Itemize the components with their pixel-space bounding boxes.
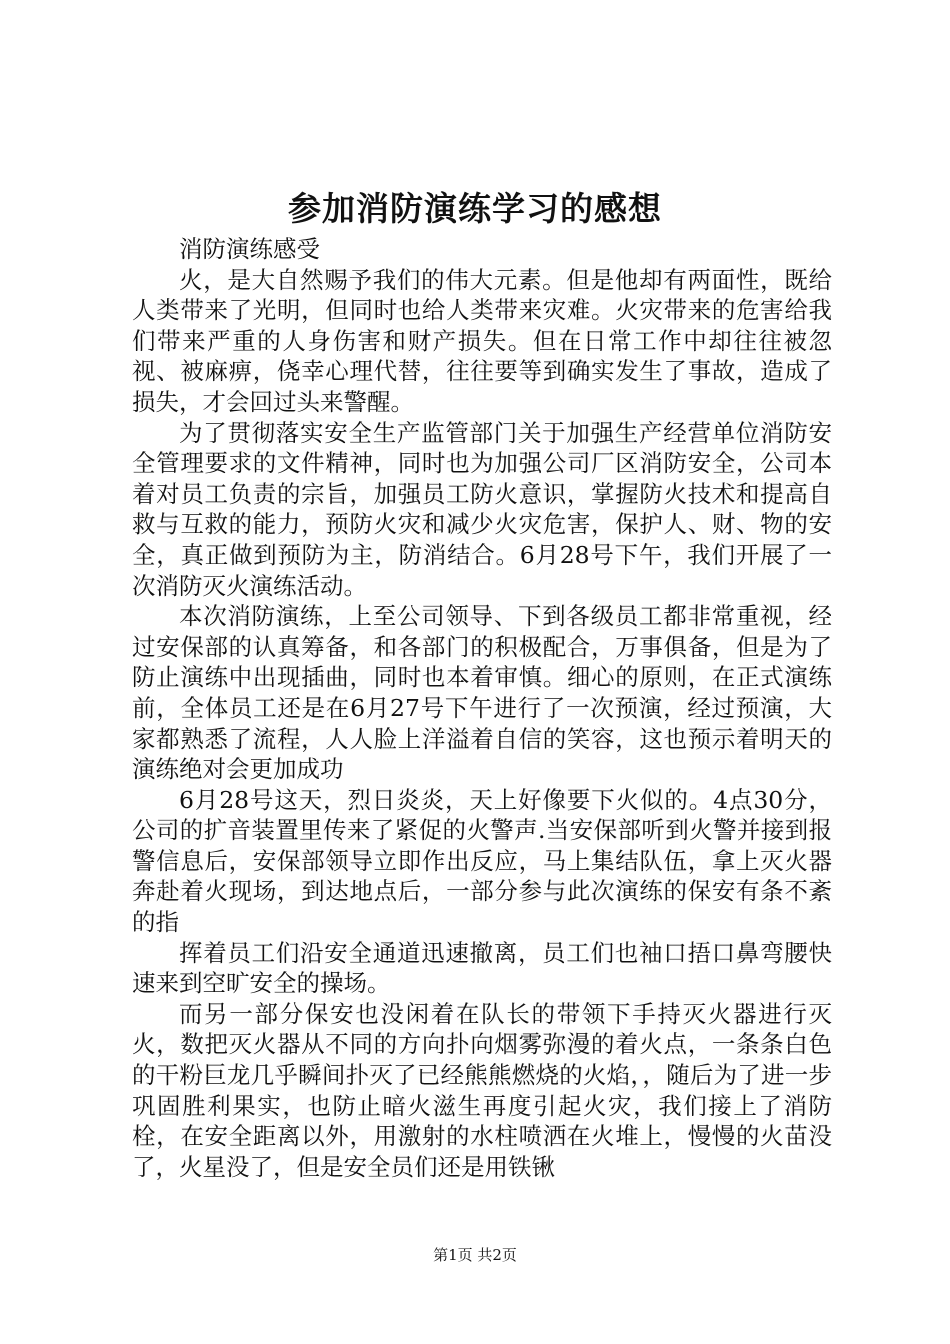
paragraph: 而另一部分保安也没闲着在队长的带领下手持灭火器进行灭火，数把灭火器从不同的方向扑向烟雾弥漫的着火点，一条条白色的干粉巨龙几乎瞬间扑灭了已经熊熊燃烧的火焰，，随后为了进一步巩固胜利果实，也防止暗火滋生再度引起火灾，我们接上了消防栓，在安全距离以外，用激射的水柱喷洒在火堆上，慢慢的火苗没了，火星没了，但是安全员们还是用铁锹 <box>132 999 832 1181</box>
paragraph: 为了贯彻落实安全生产监管部门关于加强生产经营单位消防安全管理要求的文件精神，同时也为加强公司厂区消防安全，公司本着对员工负责的宗旨，加强员工防火意识，掌握防火技术和提高自救与互救的能力，预防火灾和减少火灾危害，保护人、财、物的安全，真正做到预防为主，防消结合。6月28号下午，我们开展了一次消防灭火演练活动。 <box>132 418 832 600</box>
paragraph: 本次消防演练，上至公司领导、下到各级员工都非常重视，经过安保部的认真筹备，和各部门的积极配合，万事俱备，但是为了防止演练中出现插曲，同时也本着审慎。细心的原则，在正式演练前，全体员工还是在6月27号下午进行了一次预演，经过预演，大家都熟悉了流程，人人脸上洋溢着自信的笑容，这也预示着明天的演练绝对会更加成功 <box>132 602 832 784</box>
paragraph: 挥着员工们沿安全通道迅速撤离，员工们也袖口捂口鼻弯腰快速来到空旷安全的操场。 <box>132 938 832 998</box>
paragraph: 6月28号这天，烈日炎炎，天上好像要下火似的。4点30分，公司的扩音装置里传来了紧促的火警声.当安保部听到火警并接到报警信息后，安保部领导立即作出反应，马上集结队伍，拿上灭火器奔赴着火现场，到达地点后，一部分参与此次演练的保安有条不紊的指 <box>132 785 832 937</box>
document-subtitle: 消防演练感受 <box>179 235 320 263</box>
document-body <box>132 234 832 1182</box>
page-footer: 第1页 共2页 <box>433 1246 517 1264</box>
paragraph: 火，是大自然赐予我们的伟大元素。但是他却有两面性，既给人类带来了光明，但同时也给人类带来灾难。火灾带来的危害给我们带来严重的人身伤害和财产损失。但在日常工作中却往往被忽视、被麻痹，侥幸心理代替，往往要等到确实发生了事故，造成了损失，才会回过头来警醒。 <box>132 265 832 416</box>
page-title: 参加消防演练学习的感想 <box>288 189 662 228</box>
